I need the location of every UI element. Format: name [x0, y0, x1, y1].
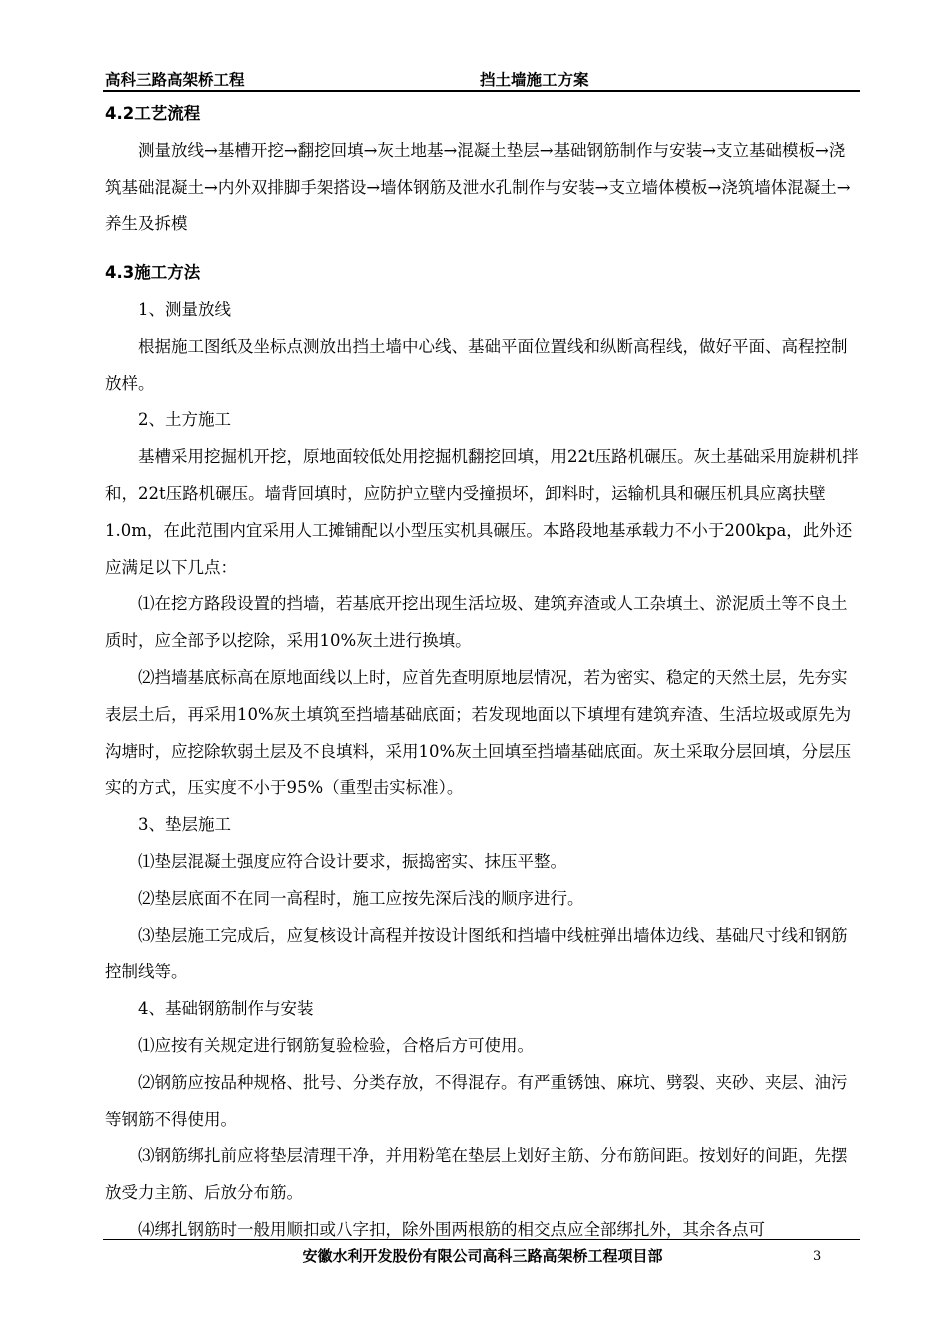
list-item: ⑴应按有关规定进行钢筋复验检验，合格后方可使用。	[138, 1035, 534, 1055]
document-body	[105, 96, 860, 1249]
list-item: ⑴垫层混凝土强度应符合设计要求，振捣密实、抹压平整。	[138, 851, 567, 871]
section-heading-4-2: 4.2工艺流程	[105, 104, 201, 123]
footer-rule	[103, 1239, 860, 1240]
list-item: ⑵挡墙基底标高在原地面线以上时，应首先查明原地层情况，若为密实、稳定的天然土层，先夯实表层土后，再采用10%灰土填筑至挡墙基础底面；若发现地面以下填埋有建筑弃渣、生活垃圾或原先为沟塘时，应挖除软弱土层及不良填料，采用10%灰土回填至挡墙基础底面。灰土采取分层回填，分层压实的方式，压实度不小于95%（重型击实标准）。	[105, 667, 852, 798]
page-number: 3	[813, 1249, 822, 1264]
subheading-earthwork: 2、土方施工	[138, 410, 231, 430]
list-item: ⑶钢筋绑扎前应将垫层清理干净，并用粉笔在垫层上划好主筋、分布筋间距。按划好的间距，先摆放受力主筋、后放分布筋。	[105, 1146, 848, 1203]
list-item: ⑷绑扎钢筋时一般用顺扣或八字扣，除外围两根筋的相交点应全部绑扎外，其余各点可	[138, 1219, 765, 1239]
header-rule	[103, 90, 860, 92]
subheading-survey: 1、测量放线	[138, 299, 231, 319]
paragraph: 根据施工图纸及坐标点测放出挡土墙中心线、基础平面位置线和纵断高程线，做好平面、高程控制放样。	[105, 336, 848, 393]
header-project-title: 高科三路高架桥工程	[105, 71, 245, 89]
header-document-title: 挡土墙施工方案	[480, 71, 589, 89]
subheading-rebar: 4、基础钢筋制作与安装	[138, 999, 314, 1019]
list-item: ⑴在挖方路段设置的挡墙，若基底开挖出现生活垃圾、建筑弃渣或人工杂填土、淤泥质土等不良土质时，应全部予以挖除，采用10%灰土进行换填。	[105, 594, 848, 651]
list-item: ⑵垫层底面不在同一高程时，施工应按先深后浅的顺序进行。	[138, 888, 584, 908]
paragraph: 基槽采用挖掘机开挖，原地面较低处用挖掘机翻挖回填，用22t压路机碾压。灰土基础采用旋耕机拌和，22t压路机碾压。墙背回填时，应防护立壁内受撞损坏，卸料时，运输机具和碾压机具应离扶壁1.0m，在此范围内宜采用人工摊铺配以小型压实机具碾压。本路段地基承载力不小于200kpa，此外还应满足以下几点：	[105, 447, 859, 577]
footer-organization: 安徽水利开发股份有限公司高科三路高架桥工程项目部	[302, 1247, 663, 1265]
process-flow-paragraph: 测量放线→基槽开挖→翻挖回填→灰土地基→混凝土垫层→基础钢筋制作与安装→支立基础模板→浇筑基础混凝土→内外双排脚手架搭设→墙体钢筋及泄水孔制作与安装→支立墙体模板→浇筑墙体混凝土→养生及拆模	[105, 140, 851, 234]
subheading-cushion: 3、垫层施工	[138, 815, 231, 835]
section-heading-4-3: 4.3施工方法	[105, 263, 201, 283]
list-item: ⑶垫层施工完成后，应复核设计高程并按设计图纸和挡墙中线桩弹出墙体边线、基础尺寸线和钢筋控制线等。	[105, 925, 848, 982]
list-item: ⑵钢筋应按品种规格、批号、分类存放，不得混存。有严重锈蚀、麻坑、劈裂、夹砂、夹层、油污等钢筋不得使用。	[105, 1072, 848, 1129]
